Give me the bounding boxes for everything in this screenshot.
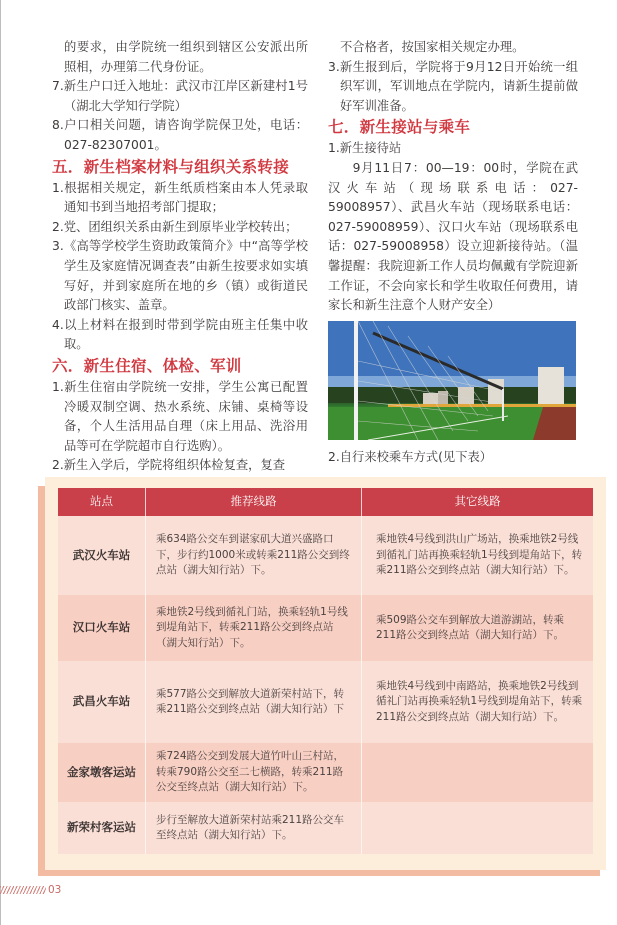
table-row	[58, 743, 593, 802]
list-item: 4.以上材料在报到时带到学院由班主任集中收取。	[52, 317, 308, 352]
table-row	[58, 661, 593, 743]
station-cell: 武汉火车站	[58, 516, 146, 595]
list-item: 7.新生户口迁入地址：武汉市江岸区新建村1号（湖北大学知行学院）	[52, 79, 308, 113]
recommended-route-cell: 乘地铁2号线到循礼门站，换乘轻轨1号线到堤角站下，转乘211路公交到终点站（湖大知行站）下。	[146, 595, 362, 661]
page-footer	[0, 884, 61, 896]
paragraph-continuation: 的要求，由学院统一组织到辖区公安派出所照相，办理第二代身份证。	[64, 40, 308, 74]
recommended-route-cell: 步行至解放大道新荣村站乘211路公交车至终点站（湖大知行站）下。	[146, 802, 362, 854]
other-route-cell: 乘509路公交车到解放大道游湖站，转乘211路公交到终点站（湖大知行站）下。	[362, 595, 594, 661]
page-edge-rule	[0, 0, 1, 925]
column-header-other: 其它线路	[362, 488, 594, 516]
station-cell: 汉口火车站	[58, 595, 146, 661]
left-column	[52, 38, 308, 476]
table-row	[58, 516, 593, 595]
right-column	[328, 38, 578, 467]
list-item: 1.根据相关规定，新生纸质档案由本人凭录取通知书到当地招考部门提取；	[52, 180, 308, 215]
other-route-cell	[362, 743, 594, 802]
hatch-decoration	[0, 886, 46, 894]
list-item: 2.党、团组织关系由新生到原毕业学校转出；	[52, 219, 298, 234]
list-item: 3.新生报到后，学院将于9月12日开始统一组织军训，军训地点在学院内，请新生提前做好军训准备。	[328, 59, 578, 113]
paragraph-continuation: 不合格者，按国家相关规定办理。	[340, 40, 525, 54]
table-row	[58, 595, 593, 661]
section-heading-reception: 七．新生接站与乘车	[328, 118, 471, 137]
recommended-route-cell: 乘577路公交到解放大道新荣村站下，转乘211路公交到终点站（湖大知行站）下	[146, 661, 362, 743]
other-route-cell: 乘地铁4号线到中南路站，换乘地铁2号线到循礼门站再换乘轻轨1号线到堤角站下，转乘211路公交到终点站（湖大知行站）下。	[362, 661, 594, 743]
list-item: 3.《高等学校学生资助政策简介》中“高等学校学生及家庭情况调查表”由新生按要求如实填写好，并到家庭所在地的乡（镇）或街道民政部门核实、盖章。	[52, 239, 308, 313]
reception-paragraph: 9月11日7：00—19：00时，学院在武汉火车站（现场联系电话：027-59008957）、武昌火车站（现场联系电话：027-59008959）、汉口火车站（现场联系电话：027-59008958）设立迎新接待站。（温馨提醒：我院迎新工作人员均佩戴有学院迎新工作证，不会向家长和学生收取任何费用，请家长和新生注意个人财产安全）	[328, 160, 578, 313]
stadium-illustration	[328, 321, 576, 440]
table-row	[58, 802, 593, 854]
subheading-reception-station: 1.新生接待站	[328, 141, 402, 156]
column-header-recommended: 推荐线路	[146, 488, 362, 516]
subheading-self-transport: 2.自行来校乘车方式(见下表）	[328, 449, 493, 464]
recommended-route-cell: 乘634路公交车到谌家矶大道兴盛路口下，步行约1000米或转乘211路公交到终点站（湖大知行站）下。	[146, 516, 362, 595]
transport-routes-table	[58, 488, 593, 854]
station-cell: 武昌火车站	[58, 661, 146, 743]
station-cell: 新荣村客运站	[58, 802, 146, 854]
recommended-route-cell: 乘724路公交到发展大道竹叶山三村站，转乘790路公交至二七横路，转乘211路公交至终点站（湖大知行站）下。	[146, 743, 362, 802]
section-heading-archives: 五．新生档案材料与组织关系转接	[52, 157, 290, 176]
list-item: 2.新生入学后，学院将组织体检复查，复查	[52, 458, 286, 473]
station-cell: 金家墩客运站	[58, 743, 146, 802]
other-route-cell	[362, 802, 594, 854]
column-header-station: 站点	[58, 488, 146, 516]
other-route-cell: 乘地铁4号线到洪山广场站，换乘地铁2号线到循礼门站再换乘轻轨1号线到堤角站下，转乘211路公交到终点站（湖大知行站）下。	[362, 516, 594, 595]
campus-stadium-photo	[328, 321, 576, 440]
page-number: 03	[48, 884, 62, 896]
section-heading-accommodation: 六．新生住宿、体检、军训	[52, 356, 242, 375]
table-header-row	[58, 488, 593, 516]
list-item: 1.新生住宿由学院统一安排，学生公寓已配置冷暖双制空调、热水系统、床铺、桌椅等设备，个人生活用品自理（床上用品、洗浴用品等可在学院超市自行选购）。	[52, 379, 308, 453]
list-item: 8.户口相关问题，请咨询学院保卫处，电话：027-82307001。	[52, 118, 308, 152]
